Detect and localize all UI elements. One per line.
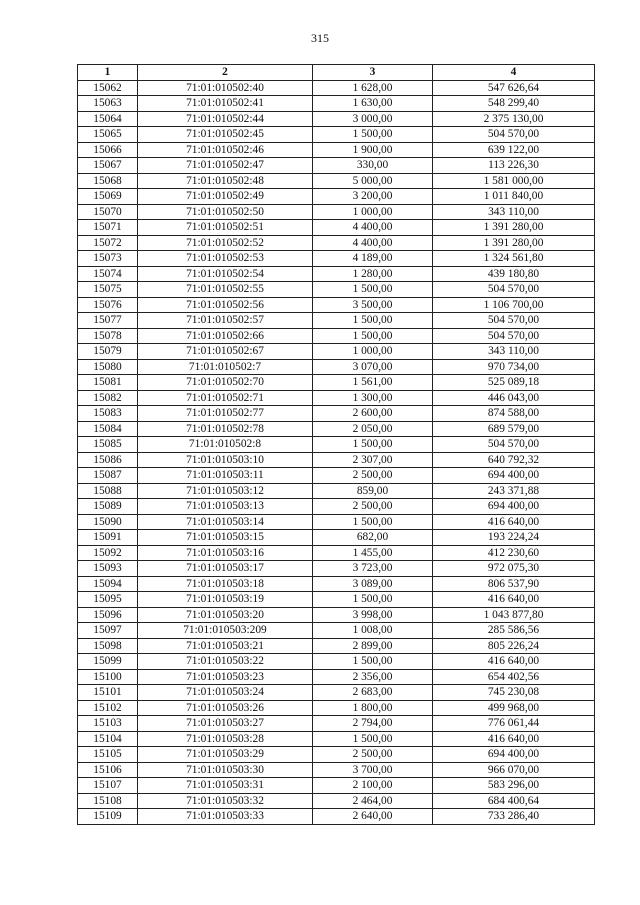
value-cell: 694 400,00 — [433, 499, 595, 515]
table-row — [78, 297, 595, 313]
value-cell: 1 581 000,00 — [433, 173, 595, 189]
table-row — [78, 111, 595, 127]
table-row — [78, 700, 595, 716]
cadastral-number-cell: 71:01:010503:14 — [138, 514, 313, 530]
table-row — [78, 313, 595, 329]
row-number-cell: 15089 — [78, 499, 138, 515]
value-cell: 689 579,00 — [433, 421, 595, 437]
area-cell: 4 400,00 — [313, 235, 433, 251]
value-cell: 439 180,80 — [433, 266, 595, 282]
row-number-cell: 15079 — [78, 344, 138, 360]
cadastral-number-cell: 71:01:010502:7 — [138, 359, 313, 375]
area-cell: 1 800,00 — [313, 700, 433, 716]
row-number-cell: 15075 — [78, 282, 138, 298]
table-header-row — [78, 65, 595, 81]
row-number-cell: 15085 — [78, 437, 138, 453]
row-number-cell: 15093 — [78, 561, 138, 577]
column-header-3: 3 — [313, 65, 433, 81]
value-cell: 343 110,00 — [433, 344, 595, 360]
cadastral-number-cell: 71:01:010503:24 — [138, 685, 313, 701]
row-number-cell: 15094 — [78, 576, 138, 592]
table-row — [78, 204, 595, 220]
row-number-cell: 15098 — [78, 638, 138, 654]
table-row — [78, 607, 595, 623]
row-number-cell: 15102 — [78, 700, 138, 716]
cadastral-number-cell: 71:01:010503:30 — [138, 762, 313, 778]
cadastral-number-cell: 71:01:010503:27 — [138, 716, 313, 732]
area-cell: 4 189,00 — [313, 251, 433, 267]
cadastral-number-cell: 71:01:010502:51 — [138, 220, 313, 236]
cadastral-number-cell: 71:01:010503:22 — [138, 654, 313, 670]
area-cell: 4 400,00 — [313, 220, 433, 236]
row-number-cell: 15064 — [78, 111, 138, 127]
table-row — [78, 266, 595, 282]
value-cell: 654 402,56 — [433, 669, 595, 685]
row-number-cell: 15100 — [78, 669, 138, 685]
row-number-cell: 15062 — [78, 80, 138, 96]
area-cell: 1 500,00 — [313, 731, 433, 747]
table-row — [78, 173, 595, 189]
value-cell: 1 011 840,00 — [433, 189, 595, 205]
value-cell: 970 734,00 — [433, 359, 595, 375]
table-row — [78, 731, 595, 747]
table-row — [78, 669, 595, 685]
row-number-cell: 15106 — [78, 762, 138, 778]
table-row — [78, 499, 595, 515]
table-row — [78, 359, 595, 375]
value-cell: 504 570,00 — [433, 437, 595, 453]
area-cell: 2 500,00 — [313, 468, 433, 484]
table-row — [78, 747, 595, 763]
value-cell: 694 400,00 — [433, 468, 595, 484]
cadastral-number-cell: 71:01:010503:209 — [138, 623, 313, 639]
cadastral-number-cell: 71:01:010502:8 — [138, 437, 313, 453]
cadastral-number-cell: 71:01:010502:52 — [138, 235, 313, 251]
value-cell: 805 226,24 — [433, 638, 595, 654]
cadastral-number-cell: 71:01:010503:12 — [138, 483, 313, 499]
cadastral-number-cell: 71:01:010503:18 — [138, 576, 313, 592]
value-cell: 193 224,24 — [433, 530, 595, 546]
table-row — [78, 282, 595, 298]
column-header-2: 2 — [138, 65, 313, 81]
value-cell: 504 570,00 — [433, 127, 595, 143]
cadastral-number-cell: 71:01:010503:15 — [138, 530, 313, 546]
table-row — [78, 344, 595, 360]
cadastral-number-cell: 71:01:010503:26 — [138, 700, 313, 716]
value-cell: 285 586,56 — [433, 623, 595, 639]
cadastral-number-cell: 71:01:010503:33 — [138, 809, 313, 825]
area-cell: 3 089,00 — [313, 576, 433, 592]
table-row — [78, 623, 595, 639]
table-row — [78, 452, 595, 468]
table-row — [78, 483, 595, 499]
cadastral-number-cell: 71:01:010503:16 — [138, 545, 313, 561]
cadastral-number-cell: 71:01:010503:23 — [138, 669, 313, 685]
cadastral-number-cell: 71:01:010503:20 — [138, 607, 313, 623]
cadastral-number-cell: 71:01:010502:46 — [138, 142, 313, 158]
area-cell: 3 700,00 — [313, 762, 433, 778]
table-row — [78, 638, 595, 654]
area-cell: 3 998,00 — [313, 607, 433, 623]
value-cell: 1 391 280,00 — [433, 220, 595, 236]
cadastral-number-cell: 71:01:010502:57 — [138, 313, 313, 329]
cadastral-number-cell: 71:01:010502:77 — [138, 406, 313, 422]
table-row — [78, 809, 595, 825]
table-row — [78, 762, 595, 778]
area-cell: 2 050,00 — [313, 421, 433, 437]
row-number-cell: 15077 — [78, 313, 138, 329]
area-cell: 330,00 — [313, 158, 433, 174]
table-row — [78, 793, 595, 809]
value-cell: 504 570,00 — [433, 282, 595, 298]
row-number-cell: 15090 — [78, 514, 138, 530]
table-row — [78, 328, 595, 344]
area-cell: 2 100,00 — [313, 778, 433, 794]
row-number-cell: 15087 — [78, 468, 138, 484]
area-cell: 1 500,00 — [313, 592, 433, 608]
table-row — [78, 390, 595, 406]
area-cell: 2 600,00 — [313, 406, 433, 422]
area-cell: 1 500,00 — [313, 437, 433, 453]
row-number-cell: 15091 — [78, 530, 138, 546]
table-row — [78, 80, 595, 96]
cadastral-number-cell: 71:01:010502:70 — [138, 375, 313, 391]
area-cell: 1 900,00 — [313, 142, 433, 158]
row-number-cell: 15068 — [78, 173, 138, 189]
value-cell: 966 070,00 — [433, 762, 595, 778]
table-row — [78, 142, 595, 158]
table-row — [78, 685, 595, 701]
value-cell: 499 968,00 — [433, 700, 595, 716]
area-cell: 3 200,00 — [313, 189, 433, 205]
area-cell: 3 723,00 — [313, 561, 433, 577]
cadastral-number-cell: 71:01:010502:55 — [138, 282, 313, 298]
table-row — [78, 158, 595, 174]
area-cell: 859,00 — [313, 483, 433, 499]
value-cell: 446 043,00 — [433, 390, 595, 406]
cadastral-number-cell: 71:01:010502:50 — [138, 204, 313, 220]
value-cell: 243 371,88 — [433, 483, 595, 499]
area-cell: 1 500,00 — [313, 282, 433, 298]
table-row — [78, 468, 595, 484]
row-number-cell: 15104 — [78, 731, 138, 747]
row-number-cell: 15081 — [78, 375, 138, 391]
cadastral-number-cell: 71:01:010502:40 — [138, 80, 313, 96]
cadastral-number-cell: 71:01:010503:31 — [138, 778, 313, 794]
area-cell: 1 500,00 — [313, 654, 433, 670]
row-number-cell: 15080 — [78, 359, 138, 375]
cadastral-number-cell: 71:01:010502:78 — [138, 421, 313, 437]
table-row — [78, 654, 595, 670]
table-row — [78, 96, 595, 112]
value-cell: 416 640,00 — [433, 654, 595, 670]
row-number-cell: 15108 — [78, 793, 138, 809]
area-cell: 1 500,00 — [313, 313, 433, 329]
row-number-cell: 15086 — [78, 452, 138, 468]
area-cell: 2 307,00 — [313, 452, 433, 468]
area-cell: 2 500,00 — [313, 499, 433, 515]
value-cell: 583 296,00 — [433, 778, 595, 794]
cadastral-number-cell: 71:01:010502:66 — [138, 328, 313, 344]
value-cell: 113 226,30 — [433, 158, 595, 174]
table-row — [78, 545, 595, 561]
area-cell: 1 500,00 — [313, 127, 433, 143]
row-number-cell: 15097 — [78, 623, 138, 639]
value-cell: 2 375 130,00 — [433, 111, 595, 127]
row-number-cell: 15109 — [78, 809, 138, 825]
row-number-cell: 15088 — [78, 483, 138, 499]
value-cell: 548 299,40 — [433, 96, 595, 112]
row-number-cell: 15092 — [78, 545, 138, 561]
area-cell: 1 561,00 — [313, 375, 433, 391]
row-number-cell: 15073 — [78, 251, 138, 267]
value-cell: 416 640,00 — [433, 731, 595, 747]
area-cell: 2 683,00 — [313, 685, 433, 701]
cadastral-number-cell: 71:01:010502:54 — [138, 266, 313, 282]
cadastral-number-cell: 71:01:010502:49 — [138, 189, 313, 205]
area-cell: 1 630,00 — [313, 96, 433, 112]
cadastral-number-cell: 71:01:010503:29 — [138, 747, 313, 763]
cadastral-number-cell: 71:01:010502:47 — [138, 158, 313, 174]
row-number-cell: 15095 — [78, 592, 138, 608]
table-row — [78, 406, 595, 422]
area-cell: 2 356,00 — [313, 669, 433, 685]
area-cell: 2 794,00 — [313, 716, 433, 732]
cadastral-number-cell: 71:01:010503:11 — [138, 468, 313, 484]
table-row — [78, 421, 595, 437]
row-number-cell: 15072 — [78, 235, 138, 251]
area-cell: 2 464,00 — [313, 793, 433, 809]
table-row — [78, 235, 595, 251]
cadastral-table — [77, 64, 595, 825]
cadastral-number-cell: 71:01:010503:10 — [138, 452, 313, 468]
row-number-cell: 15084 — [78, 421, 138, 437]
page-number: 315 — [311, 31, 329, 45]
value-cell: 343 110,00 — [433, 204, 595, 220]
value-cell: 806 537,90 — [433, 576, 595, 592]
table-body — [78, 80, 595, 824]
row-number-cell: 15083 — [78, 406, 138, 422]
row-number-cell: 15105 — [78, 747, 138, 763]
row-number-cell: 15099 — [78, 654, 138, 670]
row-number-cell: 15076 — [78, 297, 138, 313]
cadastral-number-cell: 71:01:010502:56 — [138, 297, 313, 313]
table-row — [78, 251, 595, 267]
table-row — [78, 220, 595, 236]
value-cell: 412 230,60 — [433, 545, 595, 561]
value-cell: 416 640,00 — [433, 592, 595, 608]
table-row — [78, 189, 595, 205]
row-number-cell: 15078 — [78, 328, 138, 344]
column-header-4: 4 — [433, 65, 595, 81]
value-cell: 1 043 877,80 — [433, 607, 595, 623]
row-number-cell: 15065 — [78, 127, 138, 143]
row-number-cell: 15074 — [78, 266, 138, 282]
value-cell: 640 792,32 — [433, 452, 595, 468]
value-cell: 1 391 280,00 — [433, 235, 595, 251]
value-cell: 733 286,40 — [433, 809, 595, 825]
table-row — [78, 127, 595, 143]
cadastral-number-cell: 71:01:010503:28 — [138, 731, 313, 747]
area-cell: 1 000,00 — [313, 204, 433, 220]
area-cell: 1 000,00 — [313, 344, 433, 360]
area-cell: 1 300,00 — [313, 390, 433, 406]
area-cell: 1 628,00 — [313, 80, 433, 96]
row-number-cell: 15103 — [78, 716, 138, 732]
row-number-cell: 15071 — [78, 220, 138, 236]
row-number-cell: 15101 — [78, 685, 138, 701]
value-cell: 694 400,00 — [433, 747, 595, 763]
value-cell: 972 075,30 — [433, 561, 595, 577]
area-cell: 2 640,00 — [313, 809, 433, 825]
value-cell: 525 089,18 — [433, 375, 595, 391]
area-cell: 3 500,00 — [313, 297, 433, 313]
cadastral-number-cell: 71:01:010502:41 — [138, 96, 313, 112]
table-row — [78, 716, 595, 732]
value-cell: 745 230,08 — [433, 685, 595, 701]
value-cell: 504 570,00 — [433, 328, 595, 344]
area-cell: 1 500,00 — [313, 514, 433, 530]
area-cell: 1 008,00 — [313, 623, 433, 639]
table-row — [78, 561, 595, 577]
area-cell: 3 000,00 — [313, 111, 433, 127]
cadastral-number-cell: 71:01:010502:44 — [138, 111, 313, 127]
cadastral-number-cell: 71:01:010502:53 — [138, 251, 313, 267]
cadastral-number-cell: 71:01:010503:17 — [138, 561, 313, 577]
value-cell: 874 588,00 — [433, 406, 595, 422]
value-cell: 504 570,00 — [433, 313, 595, 329]
table-row — [78, 592, 595, 608]
value-cell: 684 400,64 — [433, 793, 595, 809]
area-cell: 682,00 — [313, 530, 433, 546]
table-row — [78, 576, 595, 592]
row-number-cell: 15067 — [78, 158, 138, 174]
table-row — [78, 375, 595, 391]
area-cell: 1 455,00 — [313, 545, 433, 561]
row-number-cell: 15070 — [78, 204, 138, 220]
area-cell: 2 899,00 — [313, 638, 433, 654]
area-cell: 1 500,00 — [313, 328, 433, 344]
value-cell: 416 640,00 — [433, 514, 595, 530]
area-cell: 1 280,00 — [313, 266, 433, 282]
cadastral-number-cell: 71:01:010502:71 — [138, 390, 313, 406]
table-row — [78, 778, 595, 794]
row-number-cell: 15063 — [78, 96, 138, 112]
cadastral-number-cell: 71:01:010502:67 — [138, 344, 313, 360]
table-row — [78, 514, 595, 530]
cadastral-number-cell: 71:01:010503:19 — [138, 592, 313, 608]
cadastral-number-cell: 71:01:010503:13 — [138, 499, 313, 515]
cadastral-number-cell: 71:01:010502:45 — [138, 127, 313, 143]
value-cell: 547 626,64 — [433, 80, 595, 96]
row-number-cell: 15096 — [78, 607, 138, 623]
area-cell: 2 500,00 — [313, 747, 433, 763]
cadastral-number-cell: 71:01:010503:21 — [138, 638, 313, 654]
value-cell: 639 122,00 — [433, 142, 595, 158]
row-number-cell: 15107 — [78, 778, 138, 794]
cadastral-number-cell: 71:01:010502:48 — [138, 173, 313, 189]
value-cell: 776 061,44 — [433, 716, 595, 732]
area-cell: 5 000,00 — [313, 173, 433, 189]
value-cell: 1 106 700,00 — [433, 297, 595, 313]
cadastral-number-cell: 71:01:010503:32 — [138, 793, 313, 809]
area-cell: 3 070,00 — [313, 359, 433, 375]
row-number-cell: 15069 — [78, 189, 138, 205]
row-number-cell: 15082 — [78, 390, 138, 406]
row-number-cell: 15066 — [78, 142, 138, 158]
column-header-1: 1 — [78, 65, 138, 81]
table-row — [78, 530, 595, 546]
value-cell: 1 324 561,80 — [433, 251, 595, 267]
table-row — [78, 437, 595, 453]
